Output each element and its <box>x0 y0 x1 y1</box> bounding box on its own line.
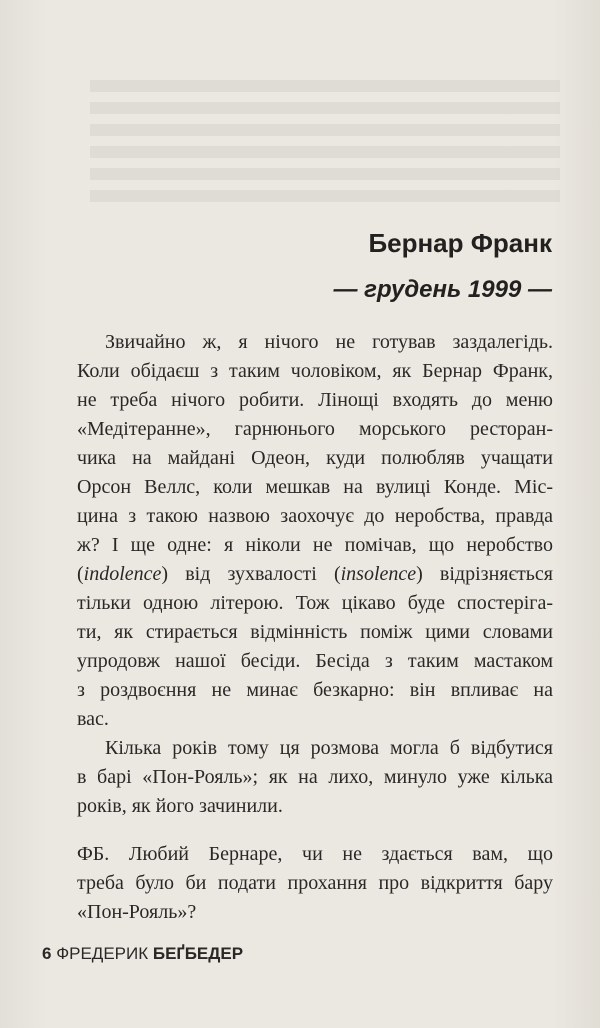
text-line: Коли обідаєш з таким чоловіком, як Бернар Франк, <box>77 360 553 382</box>
author-last-name: БЕҐБЕДЕР <box>152 944 244 963</box>
text-line: років, як його зачинили. <box>77 795 283 817</box>
show-through-text <box>90 80 560 210</box>
chapter-date: — грудень 1999 — <box>333 276 552 303</box>
page-number: 6 <box>42 944 52 963</box>
text-line: «Медітеранне», гарнюнього морського ресторан- <box>77 418 553 440</box>
text-line: упродовж нашої бесіди. Бесіда з таким мастаком <box>77 650 553 672</box>
body-text <box>77 328 553 927</box>
chapter-title: Бернар Франк <box>368 228 552 258</box>
text-line: треба було би подати прохання про відкриття бару <box>77 872 553 894</box>
author-first-name: ФРЕДЕРИК <box>56 944 149 963</box>
running-footer <box>42 944 243 964</box>
text-line: не треба нічого робити. Лінощі входять до меню <box>77 389 553 411</box>
text-line: ж? І ще одне: я ніколи не помічав, що неробство <box>77 534 553 556</box>
text-line: з роздвоєння не минає безкарно: він впливає на <box>77 679 553 701</box>
text-line: «Пон-Рояль»? <box>77 901 197 923</box>
text-line: (indolence) від зухвалості (insolence) відрізняється <box>77 563 553 585</box>
text-line: Кілька років тому ця розмова могла б відбутися <box>105 737 553 759</box>
text-line: ти, як стирається відмінність поміж цими словами <box>77 621 553 643</box>
text-line: цина з такою назвою заохочує до неробства, правда <box>77 505 553 527</box>
text-line: чика на майдані Одеон, куди полюбляв учащати <box>77 447 553 469</box>
text-line: тільки одною літерою. Тож цікаво буде спостеріга- <box>77 592 553 614</box>
text-line: вас. <box>77 708 109 730</box>
text-line: в барі «Пон-Рояль»; як на лихо, минуло уже кілька <box>77 766 553 788</box>
text-line: ФБ. Любий Бернаре, чи не здається вам, що <box>77 843 553 865</box>
text-line: Орсон Веллс, коли мешкав на вулиці Конде. Міс- <box>77 476 553 498</box>
text-line: Звичайно ж, я нічого не готував заздалегідь. <box>105 331 553 353</box>
